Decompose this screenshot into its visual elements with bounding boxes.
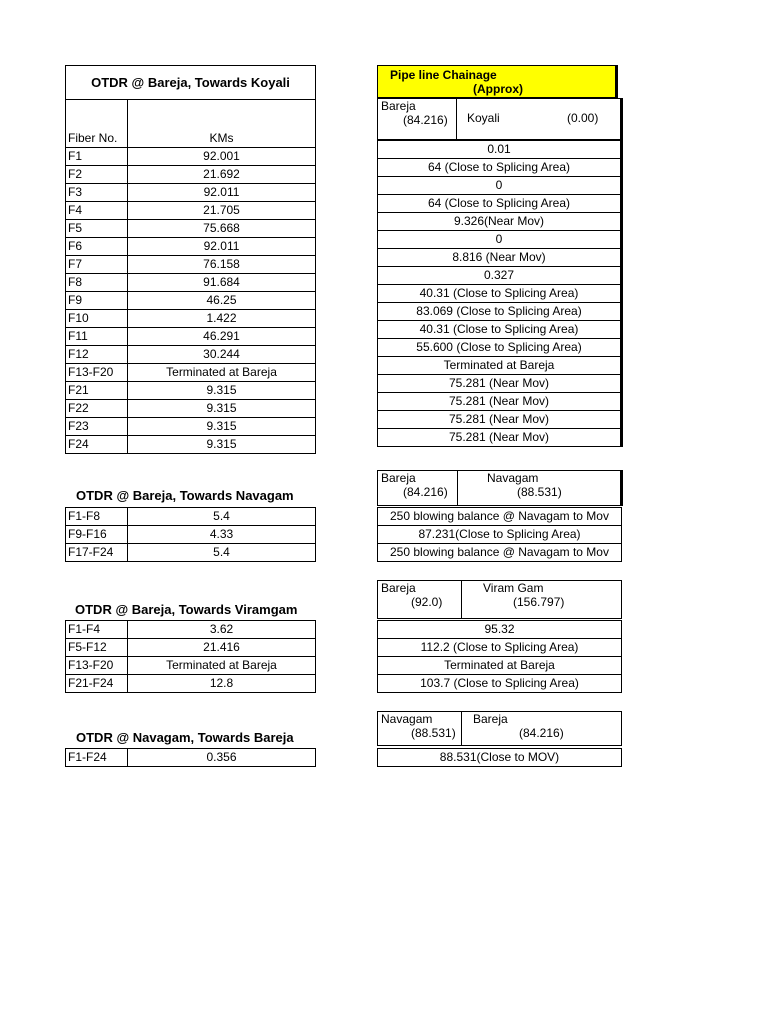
chainage-cell: 0.327 xyxy=(378,267,622,285)
table-row xyxy=(66,621,316,639)
table-row xyxy=(66,202,316,220)
km-cell: 21.416 xyxy=(128,639,316,657)
chainage-from-name: Bareja xyxy=(381,99,416,113)
nav-bareja-from-km: (88.531) xyxy=(411,726,456,740)
viramgam-from-km: (92.0) xyxy=(411,595,443,609)
table-row xyxy=(378,393,622,411)
viramgam-from-to xyxy=(377,580,622,619)
table-row xyxy=(378,285,622,303)
chainage-cell: 64 (Close to Splicing Area) xyxy=(378,159,622,177)
table-row xyxy=(66,436,316,454)
table-row xyxy=(66,274,316,292)
table-row xyxy=(378,159,622,177)
table-row xyxy=(378,429,622,447)
table-row xyxy=(66,400,316,418)
km-cell: 4.33 xyxy=(128,526,316,544)
table-row xyxy=(378,195,622,213)
table-row xyxy=(66,675,316,693)
navagam-to-name: Navagam xyxy=(487,471,539,485)
navagam-from-km: (84.216) xyxy=(403,485,448,499)
fiber-cell: F23 xyxy=(66,418,128,436)
chainage-from-cell xyxy=(378,99,457,140)
chainage-cell: 83.069 (Close to Splicing Area) xyxy=(378,303,622,321)
km-cell: Terminated at Bareja xyxy=(128,364,316,382)
nav-bareja-table xyxy=(65,748,316,767)
fiber-cell: F22 xyxy=(66,400,128,418)
table-row xyxy=(378,231,622,249)
navagam-chainage-table xyxy=(377,507,622,562)
chainage-cell: 64 (Close to Splicing Area) xyxy=(378,195,622,213)
table-row xyxy=(378,375,622,393)
chainage-cell: 8.816 (Near Mov) xyxy=(378,249,622,267)
nav-bareja-from-to xyxy=(377,711,622,746)
table-row xyxy=(66,346,316,364)
fiber-cell: F13-F20 xyxy=(66,364,128,382)
table-row xyxy=(66,639,316,657)
nav-bareja-to-name: Bareja xyxy=(473,712,508,726)
viramgam-from-name: Bareja xyxy=(381,581,416,595)
table-row xyxy=(66,657,316,675)
table-row xyxy=(378,639,622,657)
fiber-cell: F9-F16 xyxy=(66,526,128,544)
km-cell: 21.692 xyxy=(128,166,316,184)
table-row xyxy=(378,526,622,544)
km-cell: 30.244 xyxy=(128,346,316,364)
chainage-to-cell xyxy=(457,99,622,140)
fiber-cell: F6 xyxy=(66,238,128,256)
chainage-cell: 250 blowing balance @ Navagam to Mov xyxy=(378,544,622,562)
chainage-cell: 75.281 (Near Mov) xyxy=(378,429,622,447)
fiber-cell: F4 xyxy=(66,202,128,220)
fiber-cell: F13-F20 xyxy=(66,657,128,675)
navagam-from-to xyxy=(377,470,623,506)
km-cell: 1.422 xyxy=(128,310,316,328)
table-row xyxy=(66,418,316,436)
km-cell: 9.315 xyxy=(128,382,316,400)
table-row xyxy=(66,184,316,202)
table-row xyxy=(66,364,316,382)
chainage-from-km: (84.216) xyxy=(403,113,448,127)
chainage-cell: 112.2 (Close to Splicing Area) xyxy=(378,639,622,657)
fiber-no-header: Fiber No. xyxy=(66,100,128,148)
chainage-cell: 40.31 (Close to Splicing Area) xyxy=(378,285,622,303)
km-cell: 9.315 xyxy=(128,436,316,454)
chainage-title: Pipe line Chainage xyxy=(390,68,497,82)
chainage-cell: 55.600 (Close to Splicing Area) xyxy=(378,339,622,357)
fiber-cell: F1-F4 xyxy=(66,621,128,639)
km-cell: 12.8 xyxy=(128,675,316,693)
chainage-cell: 87.231(Close to Splicing Area) xyxy=(378,526,622,544)
fiber-cell: F12 xyxy=(66,346,128,364)
chainage-cell: 250 blowing balance @ Navagam to Mov xyxy=(378,508,622,526)
km-cell: 46.291 xyxy=(128,328,316,346)
chainage-cell: 75.281 (Near Mov) xyxy=(378,393,622,411)
table-row xyxy=(66,328,316,346)
table-row xyxy=(378,339,622,357)
km-cell: 92.011 xyxy=(128,184,316,202)
table-row xyxy=(378,213,622,231)
fiber-cell: F8 xyxy=(66,274,128,292)
navagam-from-name: Bareja xyxy=(381,471,416,485)
table-row xyxy=(378,303,622,321)
km-cell: 9.315 xyxy=(128,418,316,436)
table-row xyxy=(66,238,316,256)
chainage-to-name: Koyali xyxy=(467,111,500,125)
table-row xyxy=(378,657,622,675)
km-cell: 5.4 xyxy=(128,508,316,526)
fiber-cell: F1 xyxy=(66,148,128,166)
chainage-header xyxy=(377,65,618,98)
table-row xyxy=(66,526,316,544)
table-row xyxy=(66,166,316,184)
viramgam-title: OTDR @ Bareja, Towards Viramgam xyxy=(75,602,298,617)
navagam-to-cell xyxy=(458,471,622,506)
table-row xyxy=(66,508,316,526)
km-cell: 91.684 xyxy=(128,274,316,292)
km-cell: 92.011 xyxy=(128,238,316,256)
navagam-to-km: (88.531) xyxy=(517,485,562,499)
nav-bareja-chainage-table xyxy=(377,748,622,767)
km-cell: 5.4 xyxy=(128,544,316,562)
navagam-table xyxy=(65,507,316,562)
table-row xyxy=(378,749,622,767)
table-row xyxy=(378,675,622,693)
fiber-cell: F21-F24 xyxy=(66,675,128,693)
table-row xyxy=(66,382,316,400)
km-cell: 76.158 xyxy=(128,256,316,274)
table-row xyxy=(378,621,622,639)
table-row xyxy=(378,411,622,429)
km-cell: 0.356 xyxy=(128,749,316,767)
km-cell: 75.668 xyxy=(128,220,316,238)
km-cell: 46.25 xyxy=(128,292,316,310)
chainage-cell: 88.531(Close to MOV) xyxy=(378,749,622,767)
chainage-cell: 103.7 (Close to Splicing Area) xyxy=(378,675,622,693)
chainage-cell: 9.326(Near Mov) xyxy=(378,213,622,231)
chainage-cell: 0 xyxy=(378,177,622,195)
table-row xyxy=(66,220,316,238)
fiber-cell: F3 xyxy=(66,184,128,202)
fiber-cell: F1-F24 xyxy=(66,749,128,767)
viramgam-to-name: Viram Gam xyxy=(483,581,544,595)
chainage-to-km: (0.00) xyxy=(567,111,599,125)
fiber-cell: F5 xyxy=(66,220,128,238)
table-row xyxy=(378,321,622,339)
table-row xyxy=(378,544,622,562)
fiber-cell: F2 xyxy=(66,166,128,184)
chainage-cell: 40.31 (Close to Splicing Area) xyxy=(378,321,622,339)
viramgam-to-cell xyxy=(462,581,622,619)
fiber-cell: F9 xyxy=(66,292,128,310)
navagam-title: OTDR @ Bareja, Towards Navagam xyxy=(76,488,294,503)
table-row xyxy=(66,292,316,310)
fiber-cell: F11 xyxy=(66,328,128,346)
nav-bareja-from-name: Navagam xyxy=(381,712,433,726)
fiber-cell: F1-F8 xyxy=(66,508,128,526)
nav-bareja-to-cell xyxy=(462,712,622,746)
chainage-cell: 0.01 xyxy=(378,141,622,159)
koyali-title: OTDR @ Bareja, Towards Koyali xyxy=(66,66,316,100)
table-row xyxy=(378,141,622,159)
fiber-cell: F10 xyxy=(66,310,128,328)
km-cell: 9.315 xyxy=(128,400,316,418)
viramgam-to-km: (156.797) xyxy=(513,595,565,609)
km-cell: 3.62 xyxy=(128,621,316,639)
chainage-cell: 75.281 (Near Mov) xyxy=(378,411,622,429)
table-row xyxy=(378,249,622,267)
viramgam-chainage-table xyxy=(377,620,622,693)
kms-header: KMs xyxy=(128,100,316,148)
nav-bareja-title: OTDR @ Navagam, Towards Bareja xyxy=(76,730,294,745)
table-row xyxy=(378,177,622,195)
chainage-cell: Terminated at Bareja xyxy=(378,357,622,375)
koyali-table xyxy=(65,65,316,454)
table-row xyxy=(66,310,316,328)
table-row xyxy=(66,749,316,767)
km-cell: Terminated at Bareja xyxy=(128,657,316,675)
chainage-cell: Terminated at Bareja xyxy=(378,657,622,675)
chainage-cell: 95.32 xyxy=(378,621,622,639)
table-row xyxy=(66,256,316,274)
table-row xyxy=(66,148,316,166)
table-row xyxy=(378,508,622,526)
chainage-table xyxy=(377,140,623,447)
km-cell: 92.001 xyxy=(128,148,316,166)
chainage-from-to xyxy=(377,98,623,140)
chainage-cell: 75.281 (Near Mov) xyxy=(378,375,622,393)
fiber-cell: F5-F12 xyxy=(66,639,128,657)
chainage-cell: 0 xyxy=(378,231,622,249)
km-cell: 21.705 xyxy=(128,202,316,220)
viramgam-from-cell xyxy=(378,581,462,619)
fiber-cell: F24 xyxy=(66,436,128,454)
navagam-from-cell xyxy=(378,471,458,506)
nav-bareja-to-km: (84.216) xyxy=(519,726,564,740)
table-row xyxy=(378,357,622,375)
fiber-cell: F7 xyxy=(66,256,128,274)
chainage-approx: (Approx) xyxy=(473,82,523,96)
fiber-cell: F17-F24 xyxy=(66,544,128,562)
table-row xyxy=(66,544,316,562)
viramgam-table xyxy=(65,620,316,693)
fiber-cell: F21 xyxy=(66,382,128,400)
table-row xyxy=(378,267,622,285)
nav-bareja-from-cell xyxy=(378,712,462,746)
